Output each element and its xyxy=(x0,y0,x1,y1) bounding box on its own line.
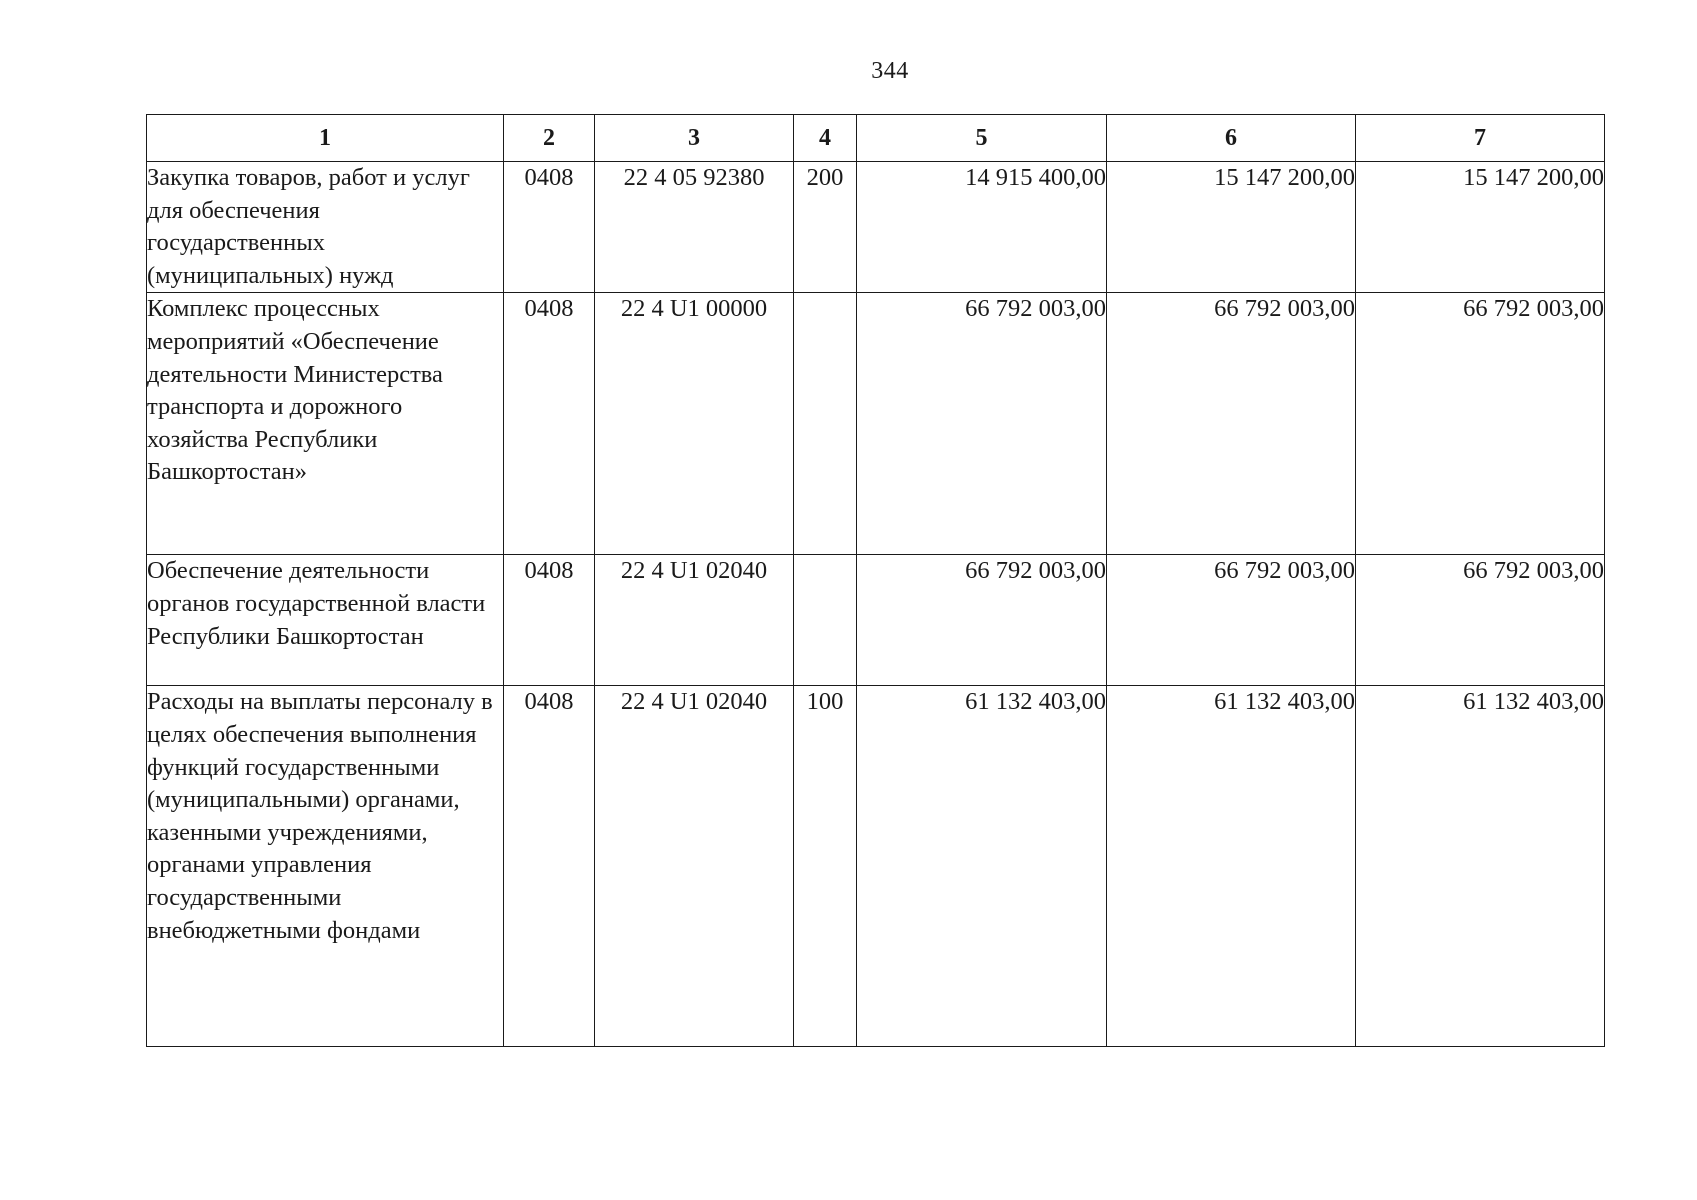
cell-expense-type: 100 xyxy=(794,686,857,1047)
column-header-4: 4 xyxy=(794,115,857,162)
cell-amount-1: 66 792 003,00 xyxy=(857,555,1107,686)
cell-amount-2: 66 792 003,00 xyxy=(1107,555,1356,686)
column-header-2: 2 xyxy=(504,115,595,162)
cell-expense-type xyxy=(794,293,857,555)
table-row xyxy=(147,293,1605,555)
table-row xyxy=(147,162,1605,293)
cell-target-article: 22 4 U1 02040 xyxy=(595,686,794,1047)
cell-amount-1: 14 915 400,00 xyxy=(857,162,1107,293)
column-header-7: 7 xyxy=(1356,115,1605,162)
column-header-1: 1 xyxy=(147,115,504,162)
cell-amount-3: 66 792 003,00 xyxy=(1356,293,1605,555)
cell-name: Комплекс процессных мероприятий «Обеспечение деятельности Министерства транспорта и дорожного хозяйства Республики Башкортостан» xyxy=(147,293,504,555)
cell-section: 0408 xyxy=(504,686,595,1047)
cell-amount-1: 61 132 403,00 xyxy=(857,686,1107,1047)
table-row xyxy=(147,555,1605,686)
cell-target-article: 22 4 05 92380 xyxy=(595,162,794,293)
cell-expense-type: 200 xyxy=(794,162,857,293)
table-header-row xyxy=(147,115,1605,162)
cell-section: 0408 xyxy=(504,293,595,555)
column-header-3: 3 xyxy=(595,115,794,162)
cell-amount-2: 61 132 403,00 xyxy=(1107,686,1356,1047)
cell-amount-1: 66 792 003,00 xyxy=(857,293,1107,555)
cell-name: Обеспечение деятельности органов государственной власти Республики Башкортостан xyxy=(147,555,504,686)
cell-target-article: 22 4 U1 00000 xyxy=(595,293,794,555)
cell-amount-3: 61 132 403,00 xyxy=(1356,686,1605,1047)
cell-expense-type xyxy=(794,555,857,686)
cell-amount-2: 66 792 003,00 xyxy=(1107,293,1356,555)
column-header-6: 6 xyxy=(1107,115,1356,162)
table-row xyxy=(147,686,1605,1047)
cell-name: Расходы на выплаты персоналу в целях обеспечения выполнения функций государственными (муниципальными) органами, казенными учреждениями, органами управления государственными внебюджетными фондами xyxy=(147,686,504,1047)
cell-section: 0408 xyxy=(504,555,595,686)
cell-name: Закупка товаров, работ и услуг для обеспечения государственных (муниципальных) нужд xyxy=(147,162,504,293)
column-header-5: 5 xyxy=(857,115,1107,162)
cell-target-article: 22 4 U1 02040 xyxy=(595,555,794,686)
cell-amount-2: 15 147 200,00 xyxy=(1107,162,1356,293)
cell-section: 0408 xyxy=(504,162,595,293)
cell-amount-3: 66 792 003,00 xyxy=(1356,555,1605,686)
page-number: 344 xyxy=(871,58,909,84)
budget-table xyxy=(146,114,1605,1047)
cell-amount-3: 15 147 200,00 xyxy=(1356,162,1605,293)
